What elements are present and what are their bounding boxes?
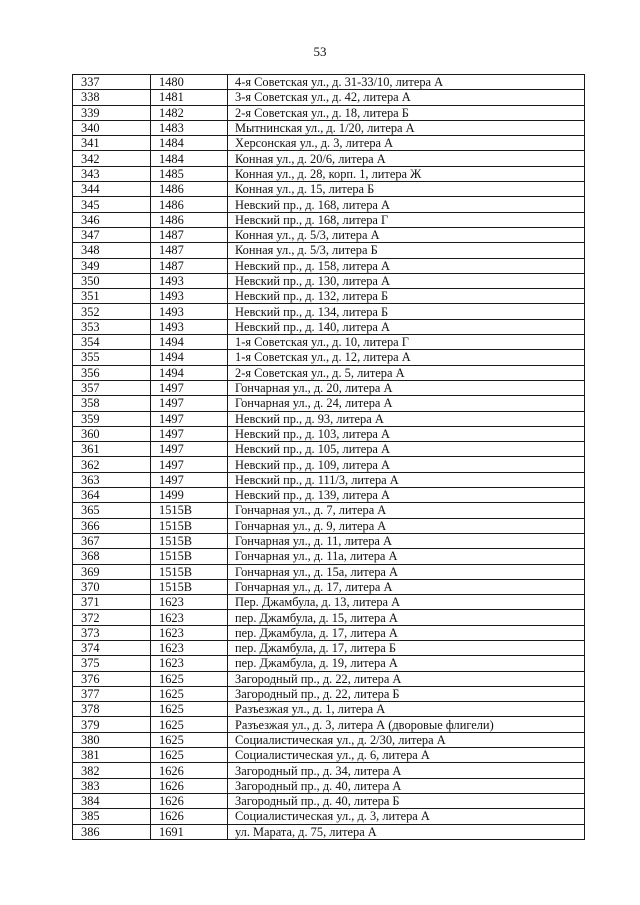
block-code-cell: 1480	[151, 75, 228, 90]
row-number-cell: 351	[73, 289, 151, 304]
row-number-cell: 379	[73, 717, 151, 732]
row-number-cell: 342	[73, 151, 151, 166]
block-code-cell: 1625	[151, 717, 228, 732]
table-row	[73, 182, 585, 197]
table-row	[73, 809, 585, 824]
block-code-cell: 1623	[151, 656, 228, 671]
row-number-cell: 382	[73, 763, 151, 778]
row-number-cell: 354	[73, 335, 151, 350]
address-cell: Загородный пр., д. 22, литера Б	[228, 686, 585, 701]
row-number-cell: 367	[73, 533, 151, 548]
row-number-cell: 356	[73, 365, 151, 380]
block-code-cell: 1626	[151, 778, 228, 793]
table-row	[73, 793, 585, 808]
address-cell: Невский пр., д. 130, литера А	[228, 273, 585, 288]
address-cell: Невский пр., д. 103, литера А	[228, 426, 585, 441]
row-number-cell: 347	[73, 227, 151, 242]
block-code-cell: 1497	[151, 396, 228, 411]
table-row	[73, 396, 585, 411]
table-row	[73, 350, 585, 365]
table-row	[73, 243, 585, 258]
block-code-cell: 1515В	[151, 549, 228, 564]
address-cell: ул. Марата, д. 75, литера А	[228, 824, 585, 839]
row-number-cell: 385	[73, 809, 151, 824]
address-cell: Разъезжая ул., д. 1, литера А	[228, 702, 585, 717]
address-cell: Пер. Джамбула, д. 13, литера А	[228, 595, 585, 610]
block-code-cell: 1497	[151, 426, 228, 441]
address-cell: Социалистическая ул., д. 3, литера А	[228, 809, 585, 824]
table-row	[73, 411, 585, 426]
table-row	[73, 75, 585, 90]
row-number-cell: 338	[73, 90, 151, 105]
row-number-cell: 346	[73, 212, 151, 227]
address-cell: пер. Джамбула, д. 15, литера А	[228, 610, 585, 625]
row-number-cell: 359	[73, 411, 151, 426]
block-code-cell: 1497	[151, 457, 228, 472]
table-row	[73, 824, 585, 839]
address-cell: Невский пр., д. 109, литера А	[228, 457, 585, 472]
block-code-cell: 1493	[151, 304, 228, 319]
address-cell: Херсонская ул., д. 3, литера А	[228, 136, 585, 151]
table-row	[73, 686, 585, 701]
block-code-cell: 1486	[151, 212, 228, 227]
block-code-cell: 1487	[151, 243, 228, 258]
block-code-cell: 1497	[151, 472, 228, 487]
address-cell: Невский пр., д. 168, литера А	[228, 197, 585, 212]
page-number: 53	[313, 44, 327, 59]
row-number-cell: 386	[73, 824, 151, 839]
row-number-cell: 358	[73, 396, 151, 411]
table-row	[73, 533, 585, 548]
address-cell: 1-я Советская ул., д. 12, литера А	[228, 350, 585, 365]
address-cell: Невский пр., д. 132, литера Б	[228, 289, 585, 304]
table-row	[73, 105, 585, 120]
table-row	[73, 702, 585, 717]
table-row	[73, 564, 585, 579]
block-code-cell: 1497	[151, 380, 228, 395]
row-number-cell: 337	[73, 75, 151, 90]
address-cell: Загородный пр., д. 40, литера А	[228, 778, 585, 793]
table-row	[73, 656, 585, 671]
block-code-cell: 1497	[151, 442, 228, 457]
block-code-cell: 1487	[151, 258, 228, 273]
table-row	[73, 212, 585, 227]
address-cell: Конная ул., д. 15, литера Б	[228, 182, 585, 197]
address-cell: Социалистическая ул., д. 6, литера А	[228, 748, 585, 763]
row-number-cell: 372	[73, 610, 151, 625]
table-row	[73, 595, 585, 610]
address-cell: Гончарная ул., д. 7, литера А	[228, 503, 585, 518]
table-row	[73, 319, 585, 334]
address-cell: Конная ул., д. 5/3, литера Б	[228, 243, 585, 258]
address-cell: Гончарная ул., д. 11а, литера А	[228, 549, 585, 564]
address-cell: Гончарная ул., д. 9, литера А	[228, 518, 585, 533]
table-row	[73, 503, 585, 518]
row-number-cell: 352	[73, 304, 151, 319]
address-cell: Невский пр., д. 105, литера А	[228, 442, 585, 457]
table-row	[73, 335, 585, 350]
row-number-cell: 361	[73, 442, 151, 457]
table-row	[73, 90, 585, 105]
row-number-cell: 355	[73, 350, 151, 365]
table-row	[73, 151, 585, 166]
table-row	[73, 120, 585, 135]
address-cell: 4-я Советская ул., д. 31-33/10, литера А	[228, 75, 585, 90]
block-code-cell: 1486	[151, 182, 228, 197]
block-code-cell: 1483	[151, 120, 228, 135]
table-row	[73, 304, 585, 319]
block-code-cell: 1499	[151, 488, 228, 503]
address-cell: Невский пр., д. 93, литера А	[228, 411, 585, 426]
address-cell: пер. Джамбула, д. 17, литера А	[228, 625, 585, 640]
address-cell: пер. Джамбула, д. 17, литера Б	[228, 640, 585, 655]
block-code-cell: 1515В	[151, 518, 228, 533]
row-number-cell: 349	[73, 258, 151, 273]
row-number-cell: 373	[73, 625, 151, 640]
row-number-cell: 376	[73, 671, 151, 686]
address-cell: Гончарная ул., д. 11, литера А	[228, 533, 585, 548]
address-cell: 2-я Советская ул., д. 18, литера Б	[228, 105, 585, 120]
block-code-cell: 1626	[151, 793, 228, 808]
row-number-cell: 362	[73, 457, 151, 472]
block-code-cell: 1484	[151, 151, 228, 166]
row-number-cell: 374	[73, 640, 151, 655]
address-register-table	[72, 74, 585, 840]
table-row	[73, 289, 585, 304]
row-number-cell: 375	[73, 656, 151, 671]
row-number-cell: 344	[73, 182, 151, 197]
table-row	[73, 258, 585, 273]
row-number-cell: 345	[73, 197, 151, 212]
table-row	[73, 227, 585, 242]
block-code-cell: 1625	[151, 732, 228, 747]
address-cell: Невский пр., д. 140, литера А	[228, 319, 585, 334]
row-number-cell: 365	[73, 503, 151, 518]
row-number-cell: 370	[73, 579, 151, 594]
block-code-cell: 1494	[151, 365, 228, 380]
row-number-cell: 377	[73, 686, 151, 701]
block-code-cell: 1515В	[151, 579, 228, 594]
table-row	[73, 457, 585, 472]
address-cell: Невский пр., д. 134, литера Б	[228, 304, 585, 319]
table-row	[73, 518, 585, 533]
table-row	[73, 778, 585, 793]
row-number-cell: 384	[73, 793, 151, 808]
table-row	[73, 166, 585, 181]
address-cell: 2-я Советская ул., д. 5, литера А	[228, 365, 585, 380]
block-code-cell: 1625	[151, 748, 228, 763]
address-cell: Невский пр., д. 111/3, литера А	[228, 472, 585, 487]
table-row	[73, 579, 585, 594]
address-cell: 3-я Советская ул., д. 42, литера А	[228, 90, 585, 105]
block-code-cell: 1515В	[151, 533, 228, 548]
block-code-cell: 1487	[151, 227, 228, 242]
block-code-cell: 1623	[151, 610, 228, 625]
table-row	[73, 610, 585, 625]
address-cell: Гончарная ул., д. 15а, литера А	[228, 564, 585, 579]
address-register-body	[73, 75, 585, 840]
row-number-cell: 364	[73, 488, 151, 503]
address-cell: Разъезжая ул., д. 3, литера А (дворовые флигели)	[228, 717, 585, 732]
table-row	[73, 136, 585, 151]
table-row	[73, 273, 585, 288]
table-row	[73, 442, 585, 457]
table-row	[73, 640, 585, 655]
address-cell: Конная ул., д. 28, корп. 1, литера Ж	[228, 166, 585, 181]
address-cell: Загородный пр., д. 22, литера А	[228, 671, 585, 686]
block-code-cell: 1493	[151, 289, 228, 304]
address-cell: Социалистическая ул., д. 2/30, литера А	[228, 732, 585, 747]
block-code-cell: 1482	[151, 105, 228, 120]
address-cell: Загородный пр., д. 40, литера Б	[228, 793, 585, 808]
address-cell: Мытнинская ул., д. 1/20, литера А	[228, 120, 585, 135]
row-number-cell: 369	[73, 564, 151, 579]
row-number-cell: 350	[73, 273, 151, 288]
block-code-cell: 1481	[151, 90, 228, 105]
block-code-cell: 1493	[151, 319, 228, 334]
block-code-cell: 1515В	[151, 503, 228, 518]
block-code-cell: 1623	[151, 595, 228, 610]
block-code-cell: 1623	[151, 640, 228, 655]
row-number-cell: 339	[73, 105, 151, 120]
row-number-cell: 340	[73, 120, 151, 135]
block-code-cell: 1493	[151, 273, 228, 288]
address-cell: Невский пр., д. 168, литера Г	[228, 212, 585, 227]
address-cell: Невский пр., д. 139, литера А	[228, 488, 585, 503]
block-code-cell: 1623	[151, 625, 228, 640]
table-row	[73, 365, 585, 380]
address-cell: 1-я Советская ул., д. 10, литера Г	[228, 335, 585, 350]
table-row	[73, 748, 585, 763]
row-number-cell: 357	[73, 380, 151, 395]
table-row	[73, 671, 585, 686]
block-code-cell: 1515В	[151, 564, 228, 579]
block-code-cell: 1625	[151, 702, 228, 717]
row-number-cell: 360	[73, 426, 151, 441]
table-row	[73, 717, 585, 732]
block-code-cell: 1486	[151, 197, 228, 212]
address-cell: Гончарная ул., д. 17, литера А	[228, 579, 585, 594]
block-code-cell: 1494	[151, 350, 228, 365]
row-number-cell: 371	[73, 595, 151, 610]
row-number-cell: 343	[73, 166, 151, 181]
row-number-cell: 381	[73, 748, 151, 763]
row-number-cell: 368	[73, 549, 151, 564]
row-number-cell: 353	[73, 319, 151, 334]
address-cell: Загородный пр., д. 34, литера А	[228, 763, 585, 778]
address-cell: Конная ул., д. 20/6, литера А	[228, 151, 585, 166]
address-cell: Гончарная ул., д. 20, литера А	[228, 380, 585, 395]
address-cell: Гончарная ул., д. 24, литера А	[228, 396, 585, 411]
row-number-cell: 380	[73, 732, 151, 747]
table-row	[73, 426, 585, 441]
block-code-cell: 1626	[151, 809, 228, 824]
row-number-cell: 341	[73, 136, 151, 151]
block-code-cell: 1484	[151, 136, 228, 151]
row-number-cell: 383	[73, 778, 151, 793]
block-code-cell: 1497	[151, 411, 228, 426]
row-number-cell: 348	[73, 243, 151, 258]
address-cell: пер. Джамбула, д. 19, литера А	[228, 656, 585, 671]
row-number-cell: 363	[73, 472, 151, 487]
table-row	[73, 488, 585, 503]
table-row	[73, 625, 585, 640]
block-code-cell: 1691	[151, 824, 228, 839]
block-code-cell: 1485	[151, 166, 228, 181]
row-number-cell: 378	[73, 702, 151, 717]
row-number-cell: 366	[73, 518, 151, 533]
address-cell: Невский пр., д. 158, литера А	[228, 258, 585, 273]
table-row	[73, 380, 585, 395]
address-cell: Конная ул., д. 5/3, литера А	[228, 227, 585, 242]
table-row	[73, 472, 585, 487]
block-code-cell: 1625	[151, 686, 228, 701]
block-code-cell: 1625	[151, 671, 228, 686]
block-code-cell: 1626	[151, 763, 228, 778]
table-row	[73, 197, 585, 212]
table-row	[73, 732, 585, 747]
table-row	[73, 549, 585, 564]
table-row	[73, 763, 585, 778]
block-code-cell: 1494	[151, 335, 228, 350]
